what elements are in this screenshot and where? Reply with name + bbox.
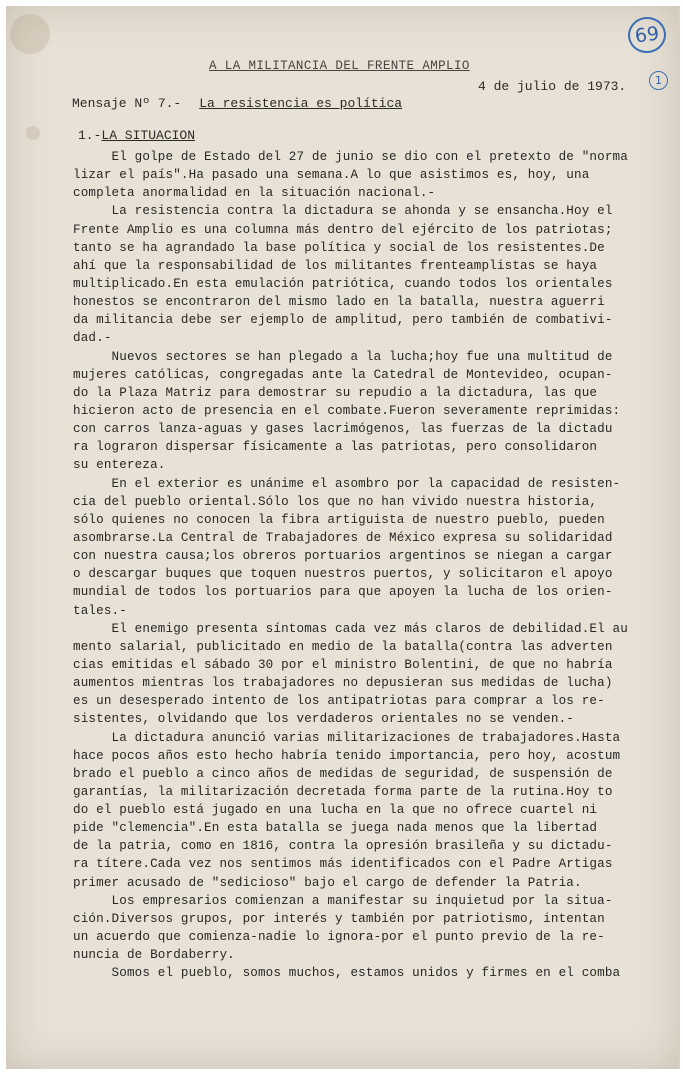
text-line: En el exterior es unánime el asombro por la capacidad de resisten- [73,476,621,491]
text-line: La resistencia contra la dictadura se ahonda y se ensancha.Hoy el [73,204,613,219]
text-line: ción.Diversos grupos, por interés y también por patriotismo, intentan [73,911,605,926]
text-line: es un desesperado intento de los antipatriotas para comprar a los re- [73,694,605,709]
text-line: multiplicado.En esta emulación patriótica, cuando todos los orientales [73,276,613,291]
text-line: tales.- [73,603,127,618]
section-number: 1.- [78,128,102,143]
text-line: hace pocos años esto hecho habría tenido importancia, pero hoy, acostum [73,748,621,763]
text-line: Los empresarios comienzan a manifestar su inquietud por la situa- [73,893,613,908]
paper-stain [10,14,50,54]
text-line: do la Plaza Matriz para demostrar su repudio a la dictadura, las que [73,385,598,400]
text-line: garantías, la militarización decretada forma parte de la rutina.Hoy to [73,784,613,799]
text-line: completa anormalidad en la situación nacional.- [73,186,436,201]
text-line: tanto se ha agrandado la base política y social de los resistentes.De [73,240,605,255]
text-line: nuncia de Bordaberry. [73,948,235,963]
text-line: mujeres católicas, congregadas ante la Catedral de Montevideo, ocupan- [73,367,613,382]
paper-stain [26,126,40,140]
text-line: primer acusado de "sedicioso" bajo el cargo de defender la Patria. [73,875,582,890]
text-line: aumentos mientras los trabajadores no depusieran sus medidas de lucha) [73,676,613,691]
annotation-number: 1 [655,74,662,87]
text-line: Somos el pueblo, somos muchos, estamos unidos y firmes en el comba [73,966,621,981]
text-line: Frente Amplio es una columna más dentro del ejército de los patriotas; [73,222,613,237]
text-line: honestos se encontraron del mismo lado en la batalla, nuestra aguerri [73,295,605,310]
body-text [73,148,643,982]
text-line: dad.- [73,331,112,346]
text-line: un acuerdo que comienza-nadie lo ignora-por el punto previo de la re- [73,930,605,945]
section-heading [78,128,195,143]
text-line: Nuevos sectores se han plegado a la lucha;hoy fue una multitud de [73,349,613,364]
page-number: 69 [633,22,661,48]
text-line: hicieron acto de presencia en el combate.Fueron severamente reprimidas: [73,403,621,418]
text-line: El golpe de Estado del 27 de junio se dio con el pretexto de "norma [73,150,628,164]
text-line: con carros lanza-aguas y gases lacrimógenos, las fuerzas de la dictadu [73,422,613,437]
text-line: cias emitidas el sábado 30 por el ministro Bolentini, de que no habría [73,657,613,672]
message-label: Mensaje Nº 7.- [72,96,182,111]
message-heading [72,96,402,111]
text-line: da militancia debe ser ejemplo de amplitud, pero también de combativi- [73,313,613,328]
text-line: de la patria, como en 1816, contra la opresión brasileña y su dictadu- [73,839,613,854]
message-subject: La resistencia es política [199,96,403,111]
annotation-mark [649,71,668,90]
text-line: El enemigo presenta síntomas cada vez más claros de debilidad.El au [73,621,628,636]
text-line: sistentes, olvidando que los verdaderos orientales no se venden.- [73,712,574,727]
text-line: con nuestra causa;los obreros portuarios argentinos se niegan a cargar [73,549,613,564]
text-line: sólo quienes no conocen la fibra artiguista de nuestro pueblo, pueden [73,512,605,527]
text-line: do el pueblo está jugado en una lucha en la que no ofrece cuartel ni [73,803,598,818]
text-line: pide "clemencia".En esta batalla se juega nada menos que la libertad [73,821,598,836]
text-line: ra títere.Cada vez nos sentimos más identificados con el Padre Artigas [73,857,613,872]
text-line: ahí que la responsabilidad de los militantes frenteamplistas se haya [73,258,598,273]
section-title: LA SITUACION [101,128,196,143]
text-line: ra lograron dispersar físicamente a las patriotas, pero consolidaron [73,440,598,455]
document-title: A LA MILITANCIA DEL FRENTE AMPLIO [209,59,470,73]
text-line: lizar el país".Ha pasado una semana.A lo que asistimos es, hoy, una [73,168,590,183]
text-line: mento salarial, publicitado en medio de la batalla(contra las adverten [73,639,613,654]
text-line: La dictadura anunció varias militarizaciones de trabajadores.Hasta [73,730,621,745]
text-line: mundial de todos los portuarios para que apoyen la lucha de los orien- [73,585,613,600]
document-date: 4 de julio de 1973. [478,79,627,94]
text-line: o descargar buques que toquen nuestros puertos, y solicitaron el apoyo [73,567,613,582]
text-line: su entereza. [73,458,166,473]
text-line: cia del pueblo oriental.Sólo los que no han vivido nuestra historia, [73,494,598,509]
text-line: asombrarse.La Central de Trabajadores de México expresa su solidaridad [73,530,613,545]
text-line: brado el pueblo a cinco años de medidas de seguridad, de suspensión de [73,766,613,781]
